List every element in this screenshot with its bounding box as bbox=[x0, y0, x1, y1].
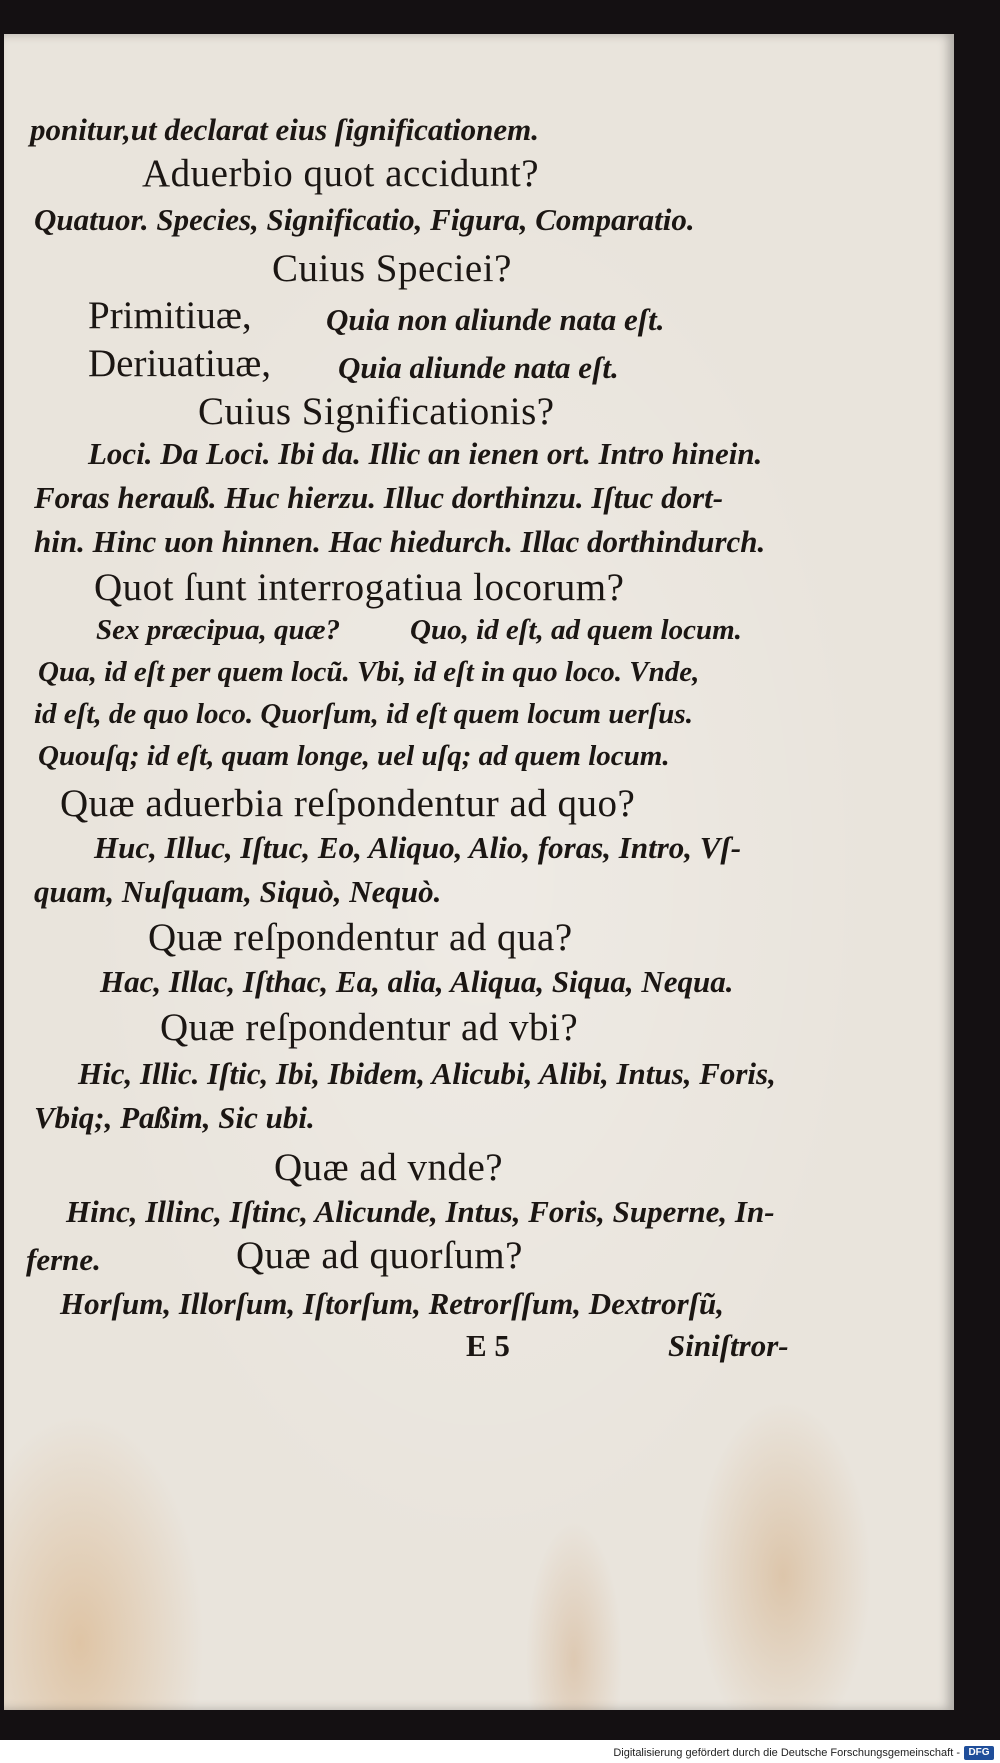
text-line: Quia non aliunde nata eſt. bbox=[326, 302, 665, 337]
text-line: Qua, id eſt per quem locũ. Vbi, id eſt in quo loco. Vnde, bbox=[38, 656, 700, 688]
question-heading: Cuius Significationis? bbox=[198, 390, 555, 433]
question-heading: Quæ reſpondentur ad qua? bbox=[148, 916, 573, 959]
text-line: Hic, Illic. Iſtic, Ibi, Ibidem, Alicubi, Alibi, Intus, Foris, bbox=[78, 1056, 776, 1091]
text-line: Quia aliunde nata eſt. bbox=[338, 350, 619, 385]
question-heading: Cuius Speciei? bbox=[272, 247, 512, 290]
question-heading: Quæ aduerbia reſpondentur ad quo? bbox=[60, 782, 636, 825]
text-line: ferne. bbox=[26, 1242, 101, 1277]
question-heading: Aduerbio quot accidunt? bbox=[142, 152, 540, 195]
text-line: Vbiq;, Paßim, Sic ubi. bbox=[34, 1100, 315, 1135]
text-line: hin. Hinc uon hinnen. Hac hiedurch. Illac dorthindurch. bbox=[34, 524, 766, 559]
question-heading: Quæ reſpondentur ad vbi? bbox=[160, 1006, 579, 1049]
signature-mark: E 5 bbox=[466, 1328, 510, 1363]
dfg-logo-icon: DFG bbox=[964, 1746, 994, 1760]
footer-credit: Digitalisierung gefördert durch die Deutsche Forschungsgemeinschaft - bbox=[613, 1747, 960, 1759]
text-line: Hac, Illac, Iſthac, Ea, alia, Aliqua, Siqua, Nequa. bbox=[100, 964, 734, 999]
text-line: Quo, id eſt, ad quem locum. bbox=[410, 614, 742, 646]
text-line: Quouſq; id eſt, quam longe, uel uſq; ad quem locum. bbox=[38, 740, 670, 772]
book-page bbox=[4, 34, 954, 1710]
term-word: Deriuatiuæ, bbox=[88, 342, 272, 385]
question-heading: Quot ſunt interrogatiua locorum? bbox=[94, 566, 625, 609]
catchword: Siniſtror- bbox=[668, 1328, 789, 1363]
digitization-footer bbox=[0, 1744, 1000, 1763]
text-line: quam, Nuſquam, Siquò, Nequò. bbox=[34, 874, 442, 909]
text-line: Huc, Illuc, Iſtuc, Eo, Aliquo, Alio, foras, Intro, Vſ- bbox=[94, 830, 742, 865]
term-word: Primitiuæ, bbox=[88, 294, 252, 337]
text-line: id eſt, de quo loco. Quorſum, id eſt quem locum uerſus. bbox=[34, 698, 693, 730]
text-line: Hinc, Illinc, Iſtinc, Alicunde, Intus, Foris, Superne, In- bbox=[66, 1194, 775, 1229]
question-heading: Quæ ad quorſum? bbox=[236, 1234, 523, 1277]
text-line: Sex præcipua, quæ? bbox=[96, 614, 341, 646]
text-line: Horſum, Illorſum, Iſtorſum, Retrorſſum, Dextrorſũ, bbox=[60, 1286, 725, 1321]
text-line: Loci. Da Loci. Ibi da. Illic an ienen ort. Intro hinein. bbox=[88, 436, 763, 471]
question-heading: Quæ ad vnde? bbox=[274, 1146, 504, 1189]
text-line: Quatuor. Species, Significatio, Figura, Comparatio. bbox=[34, 202, 695, 237]
text-line: Foras herauß. Huc hierzu. Illuc dorthinzu. Iſtuc dort- bbox=[34, 480, 724, 515]
text-line: ponitur,ut declarat eius ſignificationem. bbox=[30, 112, 539, 147]
